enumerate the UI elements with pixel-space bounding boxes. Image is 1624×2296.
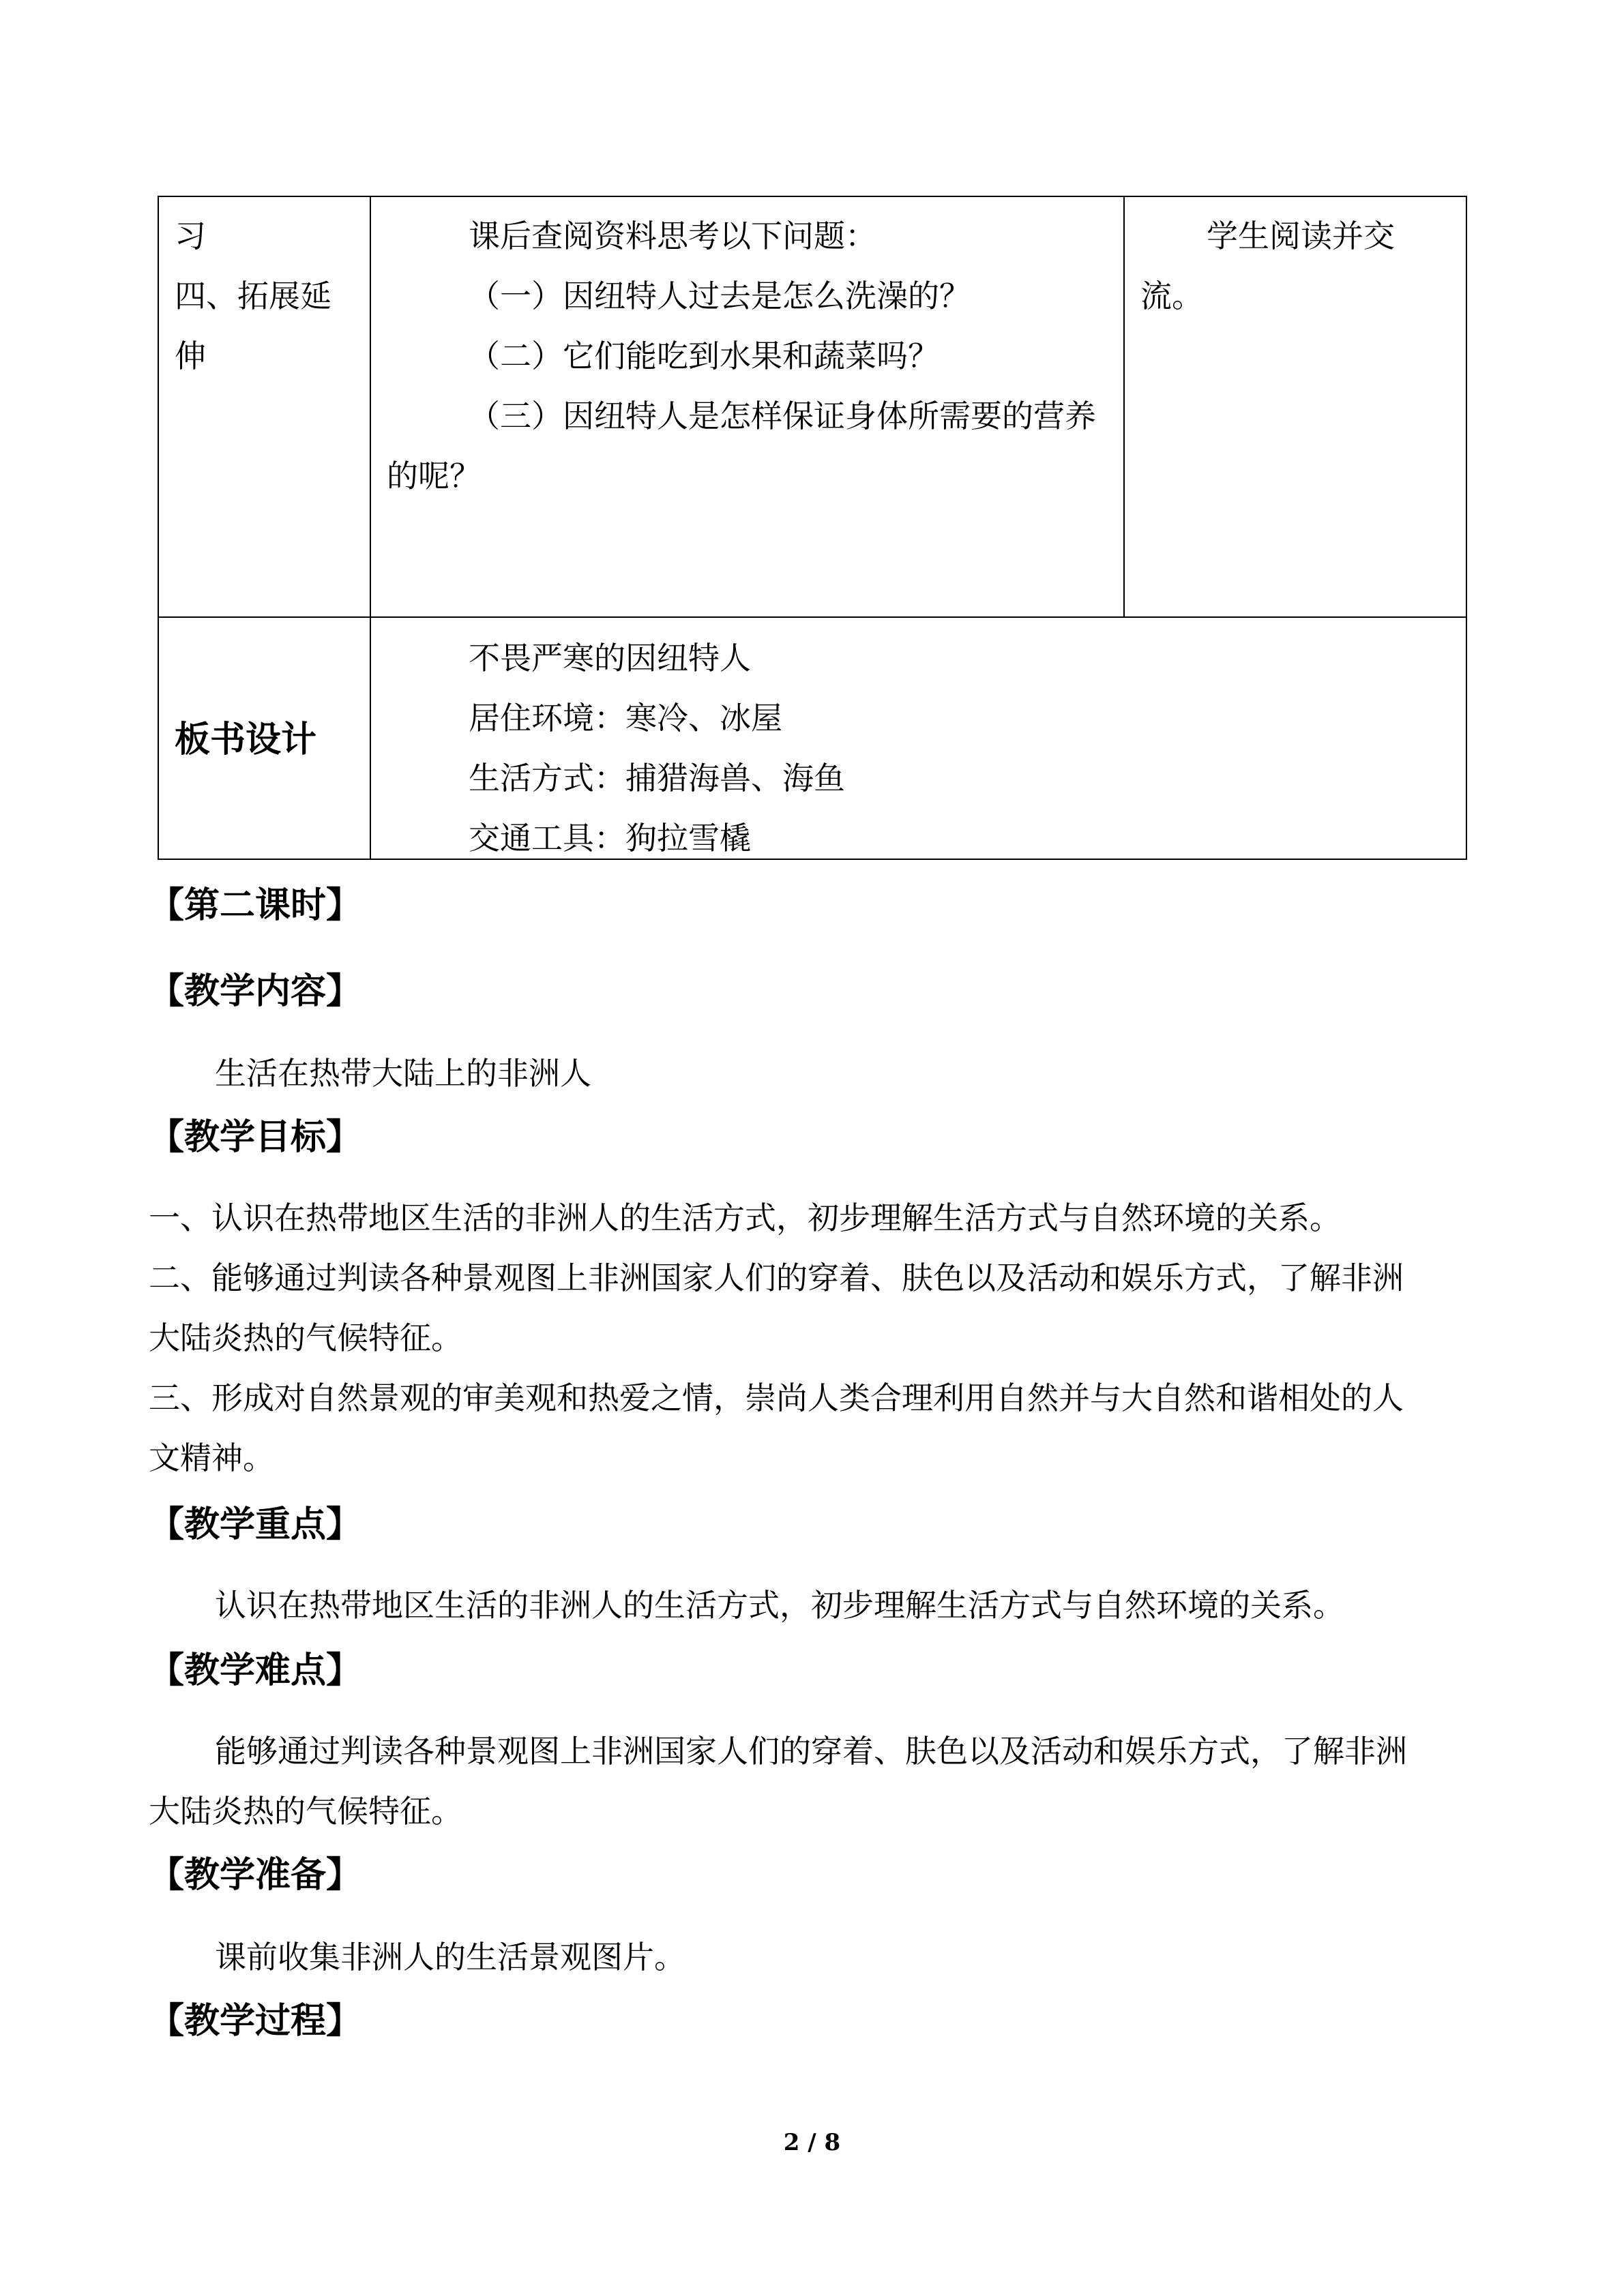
lesson2-heading: 【第二课时】 <box>149 885 362 926</box>
stage-line: 四、拓展延 <box>175 278 331 314</box>
activity-line: 课后查阅资料思考以下问题： <box>469 218 876 254</box>
student-line: 学生阅读并交 <box>1207 218 1395 254</box>
key-points-text: 认识在热带地区生活的非洲人的生活方式，初步理解生活方式与自然环境的关系。 <box>215 1587 1344 1624</box>
content-heading: 【教学内容】 <box>149 971 362 1012</box>
student-line: 流。 <box>1140 278 1203 314</box>
goals-text <box>149 1188 1404 1488</box>
key-points-heading: 【教学重点】 <box>149 1504 362 1545</box>
lesson-table <box>158 196 1467 860</box>
activity-line: 的呢？ <box>387 458 481 494</box>
difficulty-line: 大陆炎热的气候特征。 <box>149 1793 462 1830</box>
difficulty-heading: 【教学难点】 <box>149 1650 362 1691</box>
goal-line: 二、能够通过判读各种景观图上非洲国家人们的穿着、肤色以及活动和娱乐方式，了解非洲 <box>149 1259 1404 1296</box>
process-heading: 【教学过程】 <box>149 2001 362 2042</box>
difficulty-text <box>149 1721 1407 1841</box>
board-line: 居住环境：寒冷、冰屋 <box>469 700 782 736</box>
stage-line: 习 <box>175 218 206 254</box>
stage-cell <box>175 206 359 386</box>
board-line: 不畏严寒的因纽特人 <box>469 640 751 676</box>
activity-line: （一）因纽特人过去是怎么洗澡的？ <box>469 278 971 314</box>
board-line: 生活方式：捕猎海兽、海鱼 <box>469 760 845 796</box>
board-design-cell <box>387 628 1451 868</box>
content-text: 生活在热带大陆上的非洲人 <box>215 1055 591 1092</box>
goal-line: 三、形成对自然景观的审美观和热爱之情，崇尚人类合理利用自然并与大自然和谐相处的人 <box>149 1380 1404 1416</box>
goal-line: 一、认识在热带地区生活的非洲人的生活方式，初步理解生活方式与自然环境的关系。 <box>149 1199 1341 1236</box>
page-number: 2 / 8 <box>783 2129 841 2156</box>
activity-line: （二）它们能吃到水果和蔬菜吗？ <box>469 338 939 374</box>
preparation-text: 课前收集非洲人的生活景观图片。 <box>215 1939 685 1976</box>
preparation-heading: 【教学准备】 <box>149 1855 362 1896</box>
board-line: 交通工具：狗拉雪橇 <box>469 820 751 856</box>
stage-line: 伸 <box>175 338 206 374</box>
goal-line: 文精神。 <box>149 1440 274 1476</box>
goals-heading: 【教学目标】 <box>149 1117 362 1158</box>
board-design-label: 板书设计 <box>175 719 317 760</box>
student-cell <box>1140 206 1454 326</box>
difficulty-line: 能够通过判读各种景观图上非洲国家人们的穿着、肤色以及活动和娱乐方式，了解非洲 <box>215 1733 1407 1770</box>
activity-cell <box>387 206 1117 506</box>
goal-line: 大陆炎热的气候特征。 <box>149 1320 462 1356</box>
activity-line: （三）因纽特人是怎样保证身体所需要的营养 <box>469 398 1096 434</box>
